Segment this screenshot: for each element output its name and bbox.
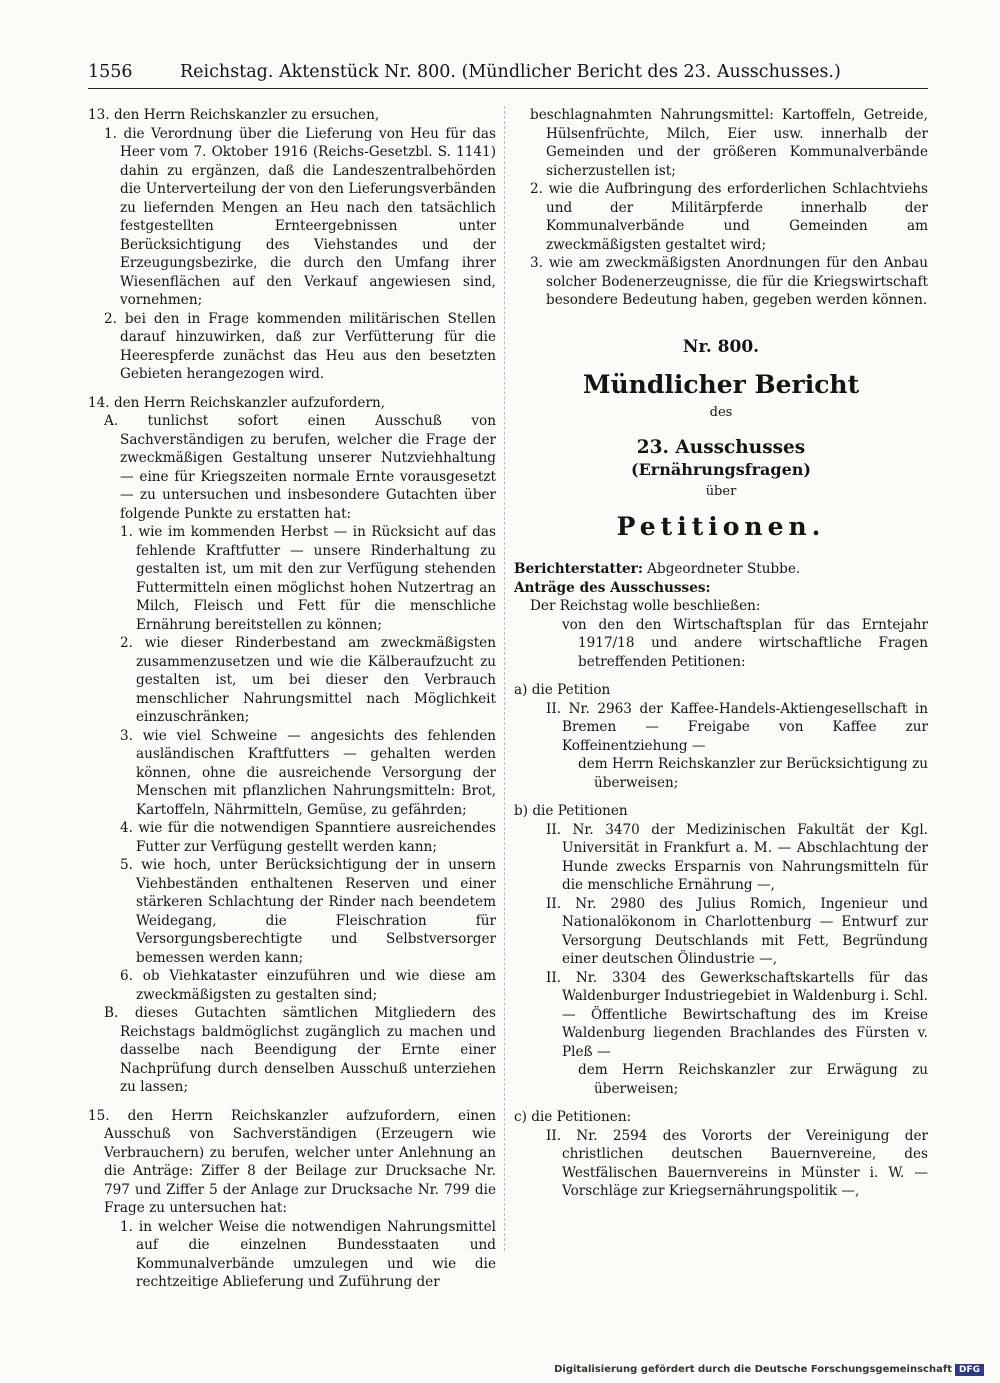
right-column-motion-paragraph: II. Nr. 2594 des Vororts der Vereinigung der christlichen deutschen Bauernvereine, des Westfälischen Bauernvereins in Münster i. W. — Vorschläge zur Kriegsernährungspolitik —, — [546, 1127, 928, 1199]
left-column-paragraph: 1. wie im kommenden Herbst — in Rücksicht auf das fehlende Kraftfutter — unsere Rinderhaltung zu gestalten ist, um mit den zur Verfügung stehenden Futtermitteln einen möglichst hohen Nutzertrag an Milch, Fleisch und Fett für die menschliche Ernährung bereitstellen zu können; — [120, 524, 496, 633]
right-column-motion-paragraph: von den den Wirtschaftsplan für das Erntejahr 1917/18 und andere wirtschaftliche Fragen betreffenden Petitionen: — [562, 616, 928, 670]
right-column-top-paragraph: 3. wie am zweckmäßigsten Anordnungen für den Anbau solcher Bodenerzeugnisse, die für die Kriegswirtschaft besondere Bedeutung haben, gegeben werden können. — [530, 255, 928, 308]
document-title-des: des — [709, 405, 733, 420]
page-number: 1556 — [88, 62, 133, 82]
right-column-motion-paragraph: II. Nr. 2963 der Kaffee-Handels-Aktiengesellschaft in Bremen — Freigabe von Kaffee zur Koffeinentziehung — — [546, 700, 928, 754]
right-column-motions — [514, 597, 928, 1201]
left-column-paragraph: 5. wie hoch, unter Berücksichtigung der in unsern Viehbeständen enthaltenen Reserven und einer stärkeren Schlachtung der Rinder nach beendetem Weidegang, die Fleischration für Versorgungsberechtigte und Selbstversorger bemessen werden kann; — [120, 857, 496, 966]
right-column-motion-paragraph: c) die Petitionen: — [514, 1109, 632, 1125]
footer-text: Digitalisierung gefördert durch die Deutsche Forschungsgemeinschaft — [554, 1364, 952, 1375]
footer-credit — [554, 1364, 984, 1376]
reporter-value: Abgeordneter Stubbe. — [647, 561, 801, 577]
petitionen-heading: Petitionen. — [616, 511, 826, 541]
left-column-paragraph: B. dieses Gutachten sämtlichen Mitgliedern des Reichstags baldmöglichst zugänglich zu machen und dasselbe nach Beendigung der Ernte einer Nachprüfung durch denselben Ausschuß unterziehen zu lassen; — [104, 1005, 496, 1095]
document-number: Nr. 800. — [682, 336, 760, 357]
document-title-ueber: über — [705, 484, 737, 499]
right-column-continuation — [514, 106, 928, 310]
left-column-paragraph: 13. den Herrn Reichskanzler zu ersuchen, — [88, 107, 380, 123]
right-column-motion-paragraph: II. Nr. 3304 des Gewerkschaftskartells für das Waldenburger Industriegebiet in Waldenburg i. Schl. — Öffentliche Bewirtschaftung des im Kreise Waldenburg liegenden Brachlandes des Fürsten v. Pleß — — [546, 969, 928, 1060]
right-column-motion-paragraph: Der Reichstag wolle beschließen: — [530, 598, 761, 614]
reporter-label: Berichterstatter: — [514, 561, 643, 577]
document-title: Mündlicher Bericht — [582, 370, 860, 399]
left-column — [88, 106, 496, 1292]
left-column-paragraph: 4. wie für die notwendigen Spanntiere ausreichendes Futter zur Verfügung gestellt werden kann; — [120, 820, 496, 855]
committee-subtitle: (Ernährungsfragen) — [631, 459, 811, 479]
right-column-top-paragraph: beschlagnahmten Nahrungsmittel: Kartoffeln, Getreide, Hülsenfrüchte, Milch, Eier usw. innerhalb der Gemeinden und der größeren Kommunalverbände sicherzustellen ist; — [530, 107, 928, 179]
right-column-top-paragraph: 2. wie die Aufbringung des erforderlichen Schlachtviehs und der Militärpferde innerhalb der Kommunalverbände und Gemeinden am zweckmäßigsten gestaltet wird; — [530, 181, 928, 253]
left-column-paragraph: 15. den Herrn Reichskanzler aufzufordern, einen Ausschuß von Sachverständigen (Erzeugern wie Verbrauchern) zu berufen, welcher unter Anlehnung an die Anträge: Ziffer 8 der Beilage zur Drucksache Nr. 797 und Ziffer 5 der Anlage zur Drucksache Nr. 799 die Frage zu untersuchen hat: — [88, 1107, 496, 1216]
page-header — [88, 58, 928, 98]
right-column-motion-paragraph: II. Nr. 3470 der Medizinischen Fakultät der Kgl. Universität in Frankfurt a. M. — Abschlachtung der Hunde zwecks Ersparnis von Nahrungsmitteln für die menschliche Ernährung —, — [546, 821, 928, 893]
left-column-paragraph: 3. wie viel Schweine — angesichts des fehlenden ausländischen Kraftfutters — gehalten werden können, ohne die ausreichende Versorgung der Menschen mit pflanzlichen Nahrungsmitteln: Brot, Kartoffeln, Nährmitteln, Gemüse, zu gefährden; — [120, 727, 496, 818]
left-column-paragraph: 1. in welcher Weise die notwendigen Nahrungsmittel auf die einzelnen Bundesstaaten und Kommunalverbände umzulegen und wie die rechtzeitige Ablieferung und Zuführung der — [120, 1218, 496, 1290]
committee-name: 23. Ausschusses — [636, 436, 806, 458]
running-title: Reichstag. Aktenstück Nr. 800. (Mündlicher Bericht des 23. Ausschusses.) — [180, 62, 841, 82]
dfg-logo: DFG — [955, 1364, 984, 1376]
left-column-paragraph: 14. den Herrn Reichskanzler aufzufordern, — [88, 394, 386, 411]
left-column-paragraph: A. tunlichst sofort einen Ausschuß von Sachverständigen zu berufen, welcher die Frage der zweckmäßigen Gestaltung unserer Nutzviehhaltung — eine für Kriegszeiten normale Ernte vorausgesetzt — zu untersuchen und insbesondere Gutachten über folgende Punkte zu erstatten hat: — [104, 413, 496, 522]
left-column-paragraph: 6. ob Viehkataster einzuführen und wie diese am zweckmäßigsten zu gestalten sind; — [120, 968, 496, 1003]
right-column — [514, 106, 928, 1201]
reporter-line — [514, 560, 928, 579]
left-column-paragraph: 2. wie dieser Rinderbestand am zweckmäßigsten zusammenzusetzen und wie die Kälberaufzucht zu gestalten ist, um bei dieser den Verbrauch menschlicher Nahrungsmittel nach Möglichkeit einzuschränken; — [120, 635, 496, 725]
left-column-paragraph: 1. die Verordnung über die Lieferung von Heu für das Heer vom 7. Oktober 1916 (Reichs-Gesetzbl. S. 1141) dahin zu ergänzen, daß die Landeszentralbehörden die Unterverteilung der von den Lieferungsverbänden zu liefernden Mengen an Heu nach den tatsächlich festgestellten Ernteergebnissen unter Berücksichtigung des Viehstandes und der Erzeugungsbezirke, die durch den Umfang ihrer Wiesenflächen auf den Verkauf angewiesen sind, vornehmen; — [104, 125, 496, 308]
right-column-motion-paragraph: dem Herrn Reichskanzler zur Berücksichtigung zu überweisen; — [578, 756, 928, 791]
left-column-paragraph: 2. bei den in Frage kommenden militärischen Stellen darauf hinzuwirken, daß zur Verfütterung für die Heerespferde zunächst das Heu aus den besetzten Gebieten herangezogen wird. — [104, 310, 496, 382]
antraege-heading: Anträge des Ausschusses: — [514, 579, 711, 596]
header-rule — [88, 88, 928, 89]
right-column-motion-paragraph: dem Herrn Reichskanzler zur Erwägung zu überweisen; — [578, 1062, 928, 1097]
right-column-motion-paragraph: II. Nr. 2980 des Julius Romich, Ingenieur und Nationalökonom in Charlottenburg — Entwurf zur Versorgung Deutschlands mit Fett, Begründung einer deutschen Ölindustrie —, — [546, 895, 928, 967]
right-column-motion-paragraph: a) die Petition — [514, 682, 611, 698]
column-divider — [504, 106, 505, 1251]
right-column-motion-paragraph: b) die Petitionen — [514, 803, 628, 819]
